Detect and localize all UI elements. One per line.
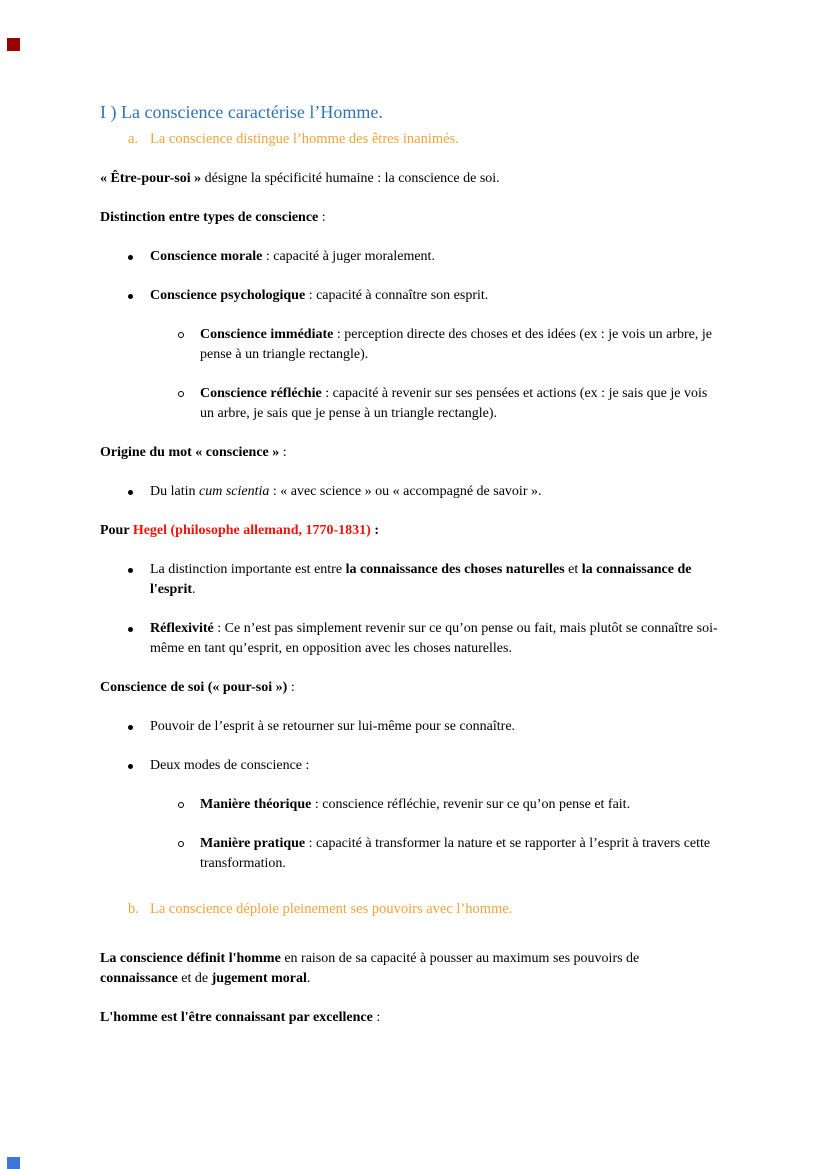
- text-segment: :: [370, 523, 379, 538]
- text-segment: Réflexivité: [150, 621, 214, 636]
- bullet-icon: [128, 247, 150, 267]
- text-segment: .: [306, 971, 311, 986]
- text-segment: Manière théorique: [200, 797, 312, 812]
- text-segment: : conscience réfléchie, revenir sur ce qu’on pense et fait.: [311, 797, 631, 812]
- text-segment: la connaissance des choses naturelles: [345, 562, 565, 577]
- text-segment: :: [287, 680, 295, 695]
- list-item-du-latin: [100, 482, 720, 502]
- text-segment: Conscience de soi (« pour-soi »): [100, 680, 288, 695]
- paragraph-etre-pour-soi: [100, 169, 720, 189]
- list-item-pouvoir-esprit: [100, 717, 720, 737]
- text-segment: : Ce n’est pas simplement revenir sur ce qu’on pense ou fait, mais plutôt se connaître soi-même en tant qu’esprit, en opposition avec les choses naturelles.: [150, 621, 718, 656]
- subsection-title: La conscience distingue l’homme des êtres inanimés.: [150, 131, 459, 147]
- text-segment: jugement moral: [211, 971, 307, 986]
- bullet-icon: [128, 482, 150, 502]
- hollow-bullet-icon: [178, 795, 200, 815]
- text-segment: Manière pratique: [200, 836, 306, 851]
- text-segment: Deux modes de conscience :: [150, 758, 310, 773]
- list-item-distinction-importante: [100, 560, 720, 600]
- text-segment: : capacité à juger moralement.: [262, 249, 435, 264]
- subsection-title: La conscience déploie pleinement ses pouvoirs avec l’homme.: [150, 901, 513, 917]
- text-segment: :: [279, 445, 287, 460]
- sub-list-item-conscience-immediate: [100, 325, 720, 365]
- text-segment: : capacité à transformer la nature et se rapporter à l’esprit à travers cette transformation.: [200, 836, 711, 871]
- paragraph-homme-connaissant: [100, 1008, 720, 1028]
- bullet-icon: [128, 560, 150, 600]
- text-segment: la connaissance de l'esprit: [150, 562, 692, 597]
- text-segment: Distinction entre types de conscience: [100, 210, 319, 225]
- text-segment: Origine du mot « conscience »: [100, 445, 280, 460]
- text-segment: .: [192, 582, 196, 597]
- text-segment: « Être-pour-soi »: [100, 171, 202, 186]
- list-item-deux-modes: [100, 756, 720, 776]
- text-segment: Pouvoir de l’esprit à se retourner sur lui-même pour se connaître.: [150, 719, 516, 734]
- text-segment: : perception directe des choses et des idées (ex : je vois un arbre, je pense à un triangle rectangle).: [200, 327, 712, 362]
- list-item-text: [200, 325, 720, 365]
- list-item-conscience-morale: [100, 247, 720, 267]
- subsection-marker: a.: [128, 131, 139, 147]
- list-item-text: [200, 795, 720, 815]
- text-segment: Conscience immédiate: [200, 327, 334, 342]
- sub-list-item-maniere-pratique: [100, 834, 720, 874]
- sub-list-item-maniere-theorique: [100, 795, 720, 815]
- paragraph-pour-hegel: [100, 521, 720, 541]
- hollow-bullet-icon: [178, 384, 200, 424]
- paragraph-origine-mot: [100, 443, 720, 463]
- subsection-heading-a: [100, 130, 720, 149]
- sub-list-item-conscience-reflechie: [100, 384, 720, 424]
- text-segment: : « avec science » ou « accompagné de savoir ».: [269, 484, 542, 499]
- text-segment: Hegel (philosophe allemand, 1770-1831): [132, 523, 371, 538]
- text-segment: L'homme est l'être connaissant par excellence: [100, 1010, 373, 1025]
- section-heading: [100, 100, 720, 124]
- text-segment: en raison de sa capacité à pousser au maximum ses pouvoirs de: [280, 951, 640, 966]
- text-segment: Du latin: [150, 484, 199, 499]
- text-segment: et: [564, 562, 582, 577]
- text-segment: La distinction importante est entre: [150, 562, 346, 577]
- text-segment: Pour: [100, 523, 133, 538]
- list-item-text: [200, 384, 720, 424]
- paragraph-conscience-de-soi: [100, 678, 720, 698]
- list-item-text: [150, 756, 720, 776]
- list-item-text: [150, 560, 720, 600]
- text-segment: connaissance: [100, 971, 178, 986]
- bullet-icon: [128, 756, 150, 776]
- bullet-icon: [128, 286, 150, 306]
- text-segment: et de: [177, 971, 212, 986]
- text-segment: : capacité à connaître son esprit.: [305, 288, 489, 303]
- list-item-text: [150, 619, 720, 659]
- text-segment: Conscience réfléchie: [200, 386, 322, 401]
- list-item-conscience-psychologique: [100, 286, 720, 306]
- text-segment: Conscience morale: [150, 249, 263, 264]
- list-item-text: [200, 834, 720, 874]
- hollow-bullet-icon: [178, 325, 200, 365]
- text-segment: I ) La conscience caractérise l’Homme.: [100, 102, 383, 122]
- subsection-heading-b: [100, 900, 720, 919]
- bullet-icon: [128, 717, 150, 737]
- text-segment: : capacité à revenir sur ses pensées et actions (ex : je sais que je vois un arbre, je sais que je pense à un triangle rectangle).: [200, 386, 708, 421]
- list-item-reflexivite: [100, 619, 720, 659]
- subsection-marker: b.: [128, 901, 139, 917]
- text-segment: cum scientia: [199, 484, 270, 499]
- bullet-icon: [128, 619, 150, 659]
- text-segment: La conscience définit l'homme: [100, 951, 281, 966]
- text-segment: Conscience psychologique: [150, 288, 306, 303]
- text-segment: :: [372, 1010, 381, 1025]
- text-segment: :: [318, 210, 326, 225]
- list-item-text: [150, 482, 720, 502]
- red-square-marker-icon: [7, 38, 20, 51]
- blue-square-marker-icon: [7, 1157, 20, 1169]
- hollow-bullet-icon: [178, 834, 200, 874]
- list-item-text: [150, 286, 720, 306]
- paragraph-distinction-types: [100, 208, 720, 228]
- paragraph-conscience-definit: [100, 949, 720, 989]
- list-item-text: [150, 247, 720, 267]
- text-segment: désigne la spécificité humaine : la conscience de soi.: [201, 171, 500, 186]
- list-item-text: [150, 717, 720, 737]
